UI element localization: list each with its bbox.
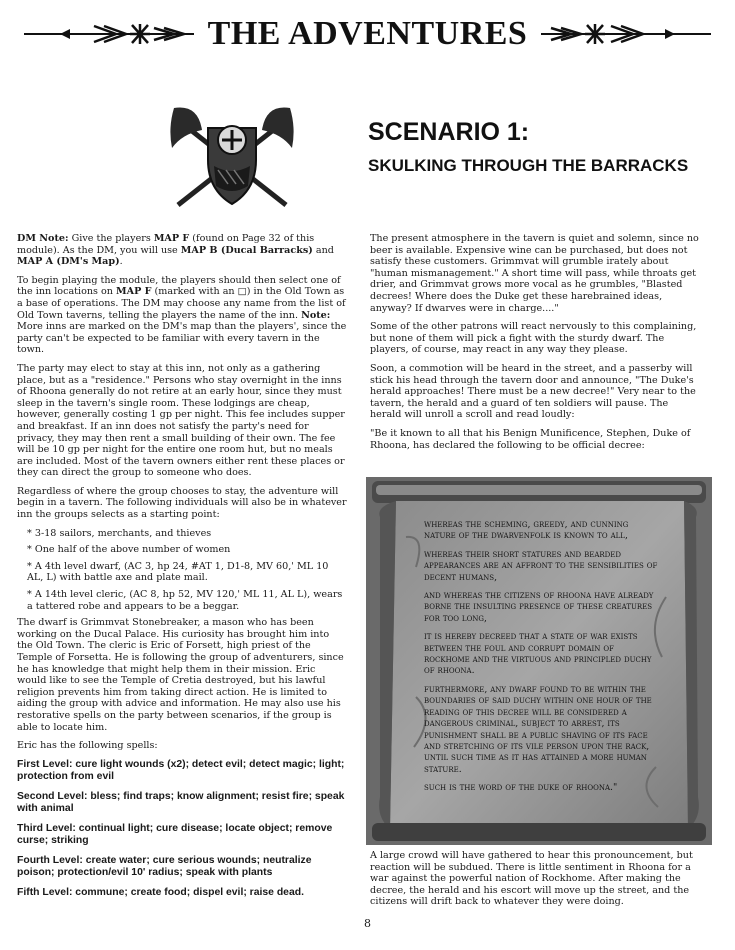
left-flourish-icon — [24, 22, 194, 46]
spell-level-2: Second Level: bless; find traps; know alignment; resist fire; speak with animal — [17, 790, 345, 814]
scenario-heading — [368, 118, 698, 176]
spell-level-3: Third Level: continual light; cure disease; locate object; remove curse; striking — [17, 822, 333, 846]
lodging-paragraph: The party may elect to stay at this inn, not only as a gathering place, but as a "residence." Persons who stay overnight in the inns of Rhoona generally do not retire at an early hour, since they must sleep in the tavern's single room. These lodgings are cheap, however, generally costing 1 gp per night. This fee includes supper and breakfast. If an inn does not satisfy the party's need for privacy, they may then rent a small building of their own. The fee will be 10 gp per night for the entire one room hut, but no meals are included. Most of the tavern owners either rent these places or they can direct the group to someone who does. — [17, 362, 345, 479]
spells-intro: Eric has the following spells: — [17, 740, 158, 752]
decree-scroll — [366, 477, 712, 845]
decree-paragraph: it is hereby decreed that a state of war exists between the foul and corrupt domain of rockhome and the virtuous and principled duchy of rhoona. — [424, 631, 652, 677]
right-flourish-icon — [541, 22, 711, 46]
page-title: THE ADVENTURES — [207, 15, 528, 52]
scenario-number: SCENARIO 1: — [368, 118, 530, 146]
crowd-reaction — [370, 850, 700, 908]
npc-description-paragraph: The dwarf is Grimmvat Stonebreaker, a mason who has been working on the Ducal Palace. His curiosity has brought him into the Old Town. The cleric is Eric of Forsett, high priest of the Temple of Forsetta. He is following the group of adventurers, since he has knowledge that might help them in their mission. Eric would like to see the Temple of Cretia destroyed, but his lawful religion prevents him from taking direct action. He is limited to aiding the group with advice and information. He may also use his restorative spells on the party between scenarios, if the group is able to locate him. — [17, 617, 344, 733]
decree-paragraph: furthermore, any dwarf found to be within the boundaries of said duchy within one hour of the reading of this decree will be considered a dangerous criminal, subject to arrest, its punishment shall be a public shaving of its face and stretching of its vile person upon the rack, until such time as it has attained a more human stature. — [424, 683, 652, 775]
tavern-atmosphere-paragraph: The present atmosphere in the tavern is quiet and solemn, since no beer is available. Expensive wine can be purchased, but does not satisfy these customers. Grimmvat will grumble irately about "human mismanagement." A short time will pass, while throats get drier, and Grimmvat grows more vocal as he grumbles, "Blasted decrees! Where does the Duke get these harebrained ideas, anyway? If dwarves were in charge...." — [370, 233, 699, 314]
crossed-axes-shield-icon — [168, 100, 296, 218]
decree-paragraph: whereas their short statures and bearded appearances are an affront to the sensibilities of decent humans, — [424, 548, 658, 583]
spell-level-1: First Level: cure light wounds (x2); detect evil; detect magic; light; protection from evil — [17, 758, 345, 782]
scenario-subtitle: SKULKING THROUGH THE BARRACKS — [368, 156, 689, 175]
list-item: * 3-18 sailors, merchants, and thieves — [27, 527, 212, 539]
list-item: * One half of the above number of women — [27, 544, 231, 556]
dm-note-label: DM Note: — [17, 233, 69, 244]
decree-paragraph: such is the word of the duke of rhoona." — [424, 782, 618, 794]
crowd-reaction-paragraph: A large crowd will have gathered to hear this pronouncement, but reaction will be subdued. There is little sentiment in Rhoona for a war against the powerful nation of Rockhome. After making the decree, the herald and his escort will move up the street, and the citizens will drift back to whatever they were doing. — [370, 850, 693, 908]
patrons-paragraph: Some of the other patrons will react nervously to this complaining, but none of them will pick a fight with the sturdy dwarf. The players, of course, may react in any way they please. — [370, 321, 697, 356]
spell-level-5: Fifth Level: commune; create food; dispel evil; raise dead. — [17, 886, 304, 898]
decree-paragraph: whereas the scheming, greedy, and cunning nature of the dwarvenfolk is known to all, — [424, 519, 629, 542]
decree-paragraph: and whereas the citizens of rhoona have already borne the insulting presence of these creatures for too long, — [424, 590, 654, 624]
list-item: * A 4th level dwarf, (AC 3, hp 24, #AT 1, D1-8, MV 60,' ML 10 AL, L) with battle axe and plate mail. — [27, 560, 329, 584]
decree-text — [424, 519, 659, 801]
tavern-start-paragraph: Regardless of where the group chooses to stay, the adventure will begin in a tavern. The following individuals will also be in whatever inn the groups selects as a starting point: — [17, 485, 347, 521]
spell-level-4: Fourth Level: create water; cure serious wounds; neutralize poison; protection/evil 10' radius; speak with plants — [17, 854, 312, 878]
list-item: * A 14th level cleric, (AC 8, hp 52, MV 120,' ML 11, AL L), wears a tattered robe and appears to be a beggar. — [27, 589, 343, 612]
page-number: 8 — [364, 917, 371, 930]
right-column — [370, 233, 700, 458]
dm-note-paragraph: DM Note: Give the players MAP F (found on Page 32 of this module). As the DM, you will use MAP B (Ducal Barracks) and MAP A (DM's Map). — [17, 233, 334, 268]
decree-intro-quote: "Be it known to all that his Benign Munificence, Stephen, Duke of Rhoona, has declared the following to be official decree: — [370, 427, 691, 451]
left-column — [17, 233, 347, 907]
page-header — [0, 14, 735, 54]
inn-selection-paragraph: To begin playing the module, the players should then select one of the inn locations on MAP F (marked with an □) in the Old Town as a base of operations. The DM may choose any name from the list of Old Town taverns, telling the players the name of the inn. Note: More inns are marked on the DM's map than the players', since the party can't be expected to be familiar with every tavern in the town. — [17, 274, 347, 356]
herald-paragraph: Soon, a commotion will be heard in the street, and a passerby will stick his head through the tavern door and announce, "The Duke's herald approaches! There must be a new decree!" Very near to the tavern, the herald and a guard of ten soldiers will pause. The herald will unroll a scroll and read loudly: — [370, 362, 696, 421]
